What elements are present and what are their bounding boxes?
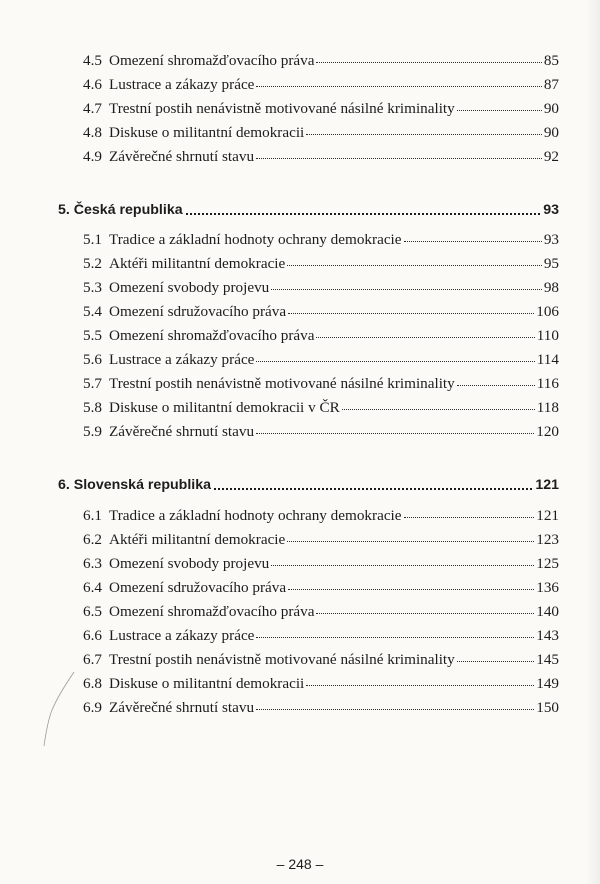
entry-page: 106 — [536, 303, 559, 320]
dot-leader — [457, 660, 534, 662]
toc-entry[interactable] — [83, 373, 559, 395]
entry-number: 4.5 — [83, 52, 102, 69]
toc-entry[interactable] — [83, 553, 559, 575]
entry-page: 123 — [536, 531, 559, 548]
toc-entry[interactable] — [83, 697, 559, 719]
entry-title: Trestní postih nenávistně motivované násilné kriminality — [108, 100, 455, 117]
dot-leader — [288, 312, 534, 314]
toc-entry[interactable] — [83, 229, 559, 251]
toc-entry[interactable] — [83, 421, 559, 443]
entry-title: Omezení shromažďovacího práva — [108, 603, 315, 620]
chapter-page: 93 — [543, 202, 559, 218]
toc-entry[interactable] — [83, 325, 559, 347]
entry-number: 4.9 — [83, 148, 102, 165]
entry-title: Lustrace a zákazy práce — [108, 76, 255, 93]
entry-page: 92 — [543, 148, 559, 165]
entry-page: 114 — [536, 351, 559, 368]
dot-leader — [256, 636, 534, 638]
toc-entry[interactable] — [83, 253, 559, 275]
toc-entry[interactable] — [83, 529, 559, 551]
entry-number: 6.6 — [83, 627, 102, 644]
toc-entry[interactable] — [83, 122, 559, 144]
entry-number: 4.7 — [83, 100, 102, 117]
entry-page: 85 — [543, 52, 559, 69]
entry-title: Diskuse o militantní demokracii v ČR — [108, 399, 340, 416]
dot-leader — [271, 564, 534, 566]
dot-leader — [457, 109, 542, 111]
entry-title: Omezení svobody projevu — [108, 279, 270, 296]
entry-title: Lustrace a zákazy práce — [108, 627, 255, 644]
dot-leader — [306, 133, 542, 135]
chapter-page: 121 — [535, 477, 559, 493]
entry-number: 6.1 — [83, 507, 102, 524]
entry-title: Závěrečné shrnutí stavu — [108, 148, 255, 165]
entry-number: 6.8 — [83, 675, 102, 692]
entry-title: Omezení shromažďovacího práva — [108, 327, 315, 344]
entry-number: 5.6 — [83, 351, 102, 368]
entry-page: 90 — [543, 100, 559, 117]
entry-title: Omezení shromažďovacího práva — [108, 52, 315, 69]
entry-page: 116 — [536, 375, 559, 392]
dot-leader — [316, 336, 534, 338]
entry-page: 150 — [536, 699, 559, 716]
entry-number: 6.7 — [83, 651, 102, 668]
entry-number: 6.2 — [83, 531, 102, 548]
entry-number: 5.1 — [83, 231, 102, 248]
dot-leader — [316, 612, 534, 614]
toc-entry[interactable] — [83, 577, 559, 599]
entry-page: 118 — [536, 399, 559, 416]
entry-title: Tradice a základní hodnoty ochrany demokracie — [108, 507, 402, 524]
entry-title: Aktéři militantní demokracie — [108, 531, 286, 548]
dot-leader — [457, 384, 535, 386]
chapter-heading[interactable] — [58, 198, 559, 222]
entry-page: 136 — [536, 579, 559, 596]
entry-title: Omezení svobody projevu — [108, 555, 270, 572]
entry-page: 110 — [536, 327, 559, 344]
entry-title: Aktéři militantní demokracie — [108, 255, 286, 272]
entry-number: 6.4 — [83, 579, 102, 596]
toc-entry[interactable] — [83, 625, 559, 647]
entry-page: 90 — [543, 124, 559, 141]
entry-number: 5.5 — [83, 327, 102, 344]
entry-title: Trestní postih nenávistně motivované násilné kriminality — [108, 651, 455, 668]
dot-leader — [214, 487, 532, 490]
entry-title: Omezení sdružovacího práva — [108, 303, 287, 320]
toc-entry[interactable] — [83, 601, 559, 623]
chapter-title: 6. Slovenská republika — [58, 477, 211, 493]
toc-entry[interactable] — [83, 277, 559, 299]
entry-page: 145 — [536, 651, 559, 668]
dot-leader — [316, 61, 541, 63]
dot-leader — [287, 540, 534, 542]
entry-number: 6.9 — [83, 699, 102, 716]
dot-leader — [288, 588, 534, 590]
toc-entry[interactable] — [83, 505, 559, 527]
entry-page: 140 — [536, 603, 559, 620]
entry-page: 95 — [543, 255, 559, 272]
chapter-title: 5. Česká republika — [58, 202, 183, 218]
entry-page: 125 — [536, 555, 559, 572]
entry-number: 5.2 — [83, 255, 102, 272]
entry-title: Závěrečné shrnutí stavu — [108, 699, 255, 716]
dot-leader — [271, 288, 542, 290]
dot-leader — [256, 157, 542, 159]
entry-title: Trestní postih nenávistně motivované násilné kriminality — [108, 375, 455, 392]
entry-title: Diskuse o militantní demokracii — [108, 675, 305, 692]
dot-leader — [256, 432, 534, 434]
dot-leader — [342, 408, 535, 410]
toc-entry[interactable] — [83, 649, 559, 671]
toc-entry[interactable] — [83, 349, 559, 371]
entry-title: Lustrace a zákazy práce — [108, 351, 255, 368]
toc-entry[interactable] — [83, 146, 559, 168]
dot-leader — [256, 85, 541, 87]
entry-page: 121 — [536, 507, 559, 524]
entry-number: 4.8 — [83, 124, 102, 141]
entry-number: 6.3 — [83, 555, 102, 572]
entry-number: 6.5 — [83, 603, 102, 620]
entry-number: 5.4 — [83, 303, 102, 320]
toc-entry[interactable] — [83, 98, 559, 120]
toc-entry[interactable] — [83, 74, 559, 96]
pencil-mark — [38, 670, 78, 760]
chapter-heading[interactable] — [58, 473, 559, 497]
entry-page: 149 — [536, 675, 559, 692]
entry-title: Omezení sdružovacího práva — [108, 579, 287, 596]
toc-entry[interactable] — [83, 301, 559, 323]
entry-page: 120 — [536, 423, 559, 440]
dot-leader — [186, 212, 541, 215]
entry-title: Závěrečné shrnutí stavu — [108, 423, 255, 440]
dot-leader — [256, 360, 534, 362]
toc-entry[interactable] — [83, 50, 559, 72]
entry-page: 98 — [543, 279, 559, 296]
entry-page: 87 — [543, 76, 559, 93]
dot-leader — [404, 516, 535, 518]
dot-leader — [287, 264, 542, 266]
entry-page: 93 — [543, 231, 559, 248]
dot-leader — [404, 240, 542, 242]
entry-page: 143 — [536, 627, 559, 644]
toc-entry[interactable] — [83, 397, 559, 419]
entry-number: 4.6 — [83, 76, 102, 93]
entry-number: 5.7 — [83, 375, 102, 392]
dot-leader — [306, 684, 534, 686]
entry-title: Diskuse o militantní demokracii — [108, 124, 305, 141]
entry-number: 5.9 — [83, 423, 102, 440]
page-number: – 248 – — [276, 856, 324, 872]
toc-entry[interactable] — [83, 673, 559, 695]
dot-leader — [256, 708, 534, 710]
entry-number: 5.3 — [83, 279, 102, 296]
entry-title: Tradice a základní hodnoty ochrany demokracie — [108, 231, 402, 248]
entry-number: 5.8 — [83, 399, 102, 416]
page-edge-shadow — [586, 0, 600, 884]
